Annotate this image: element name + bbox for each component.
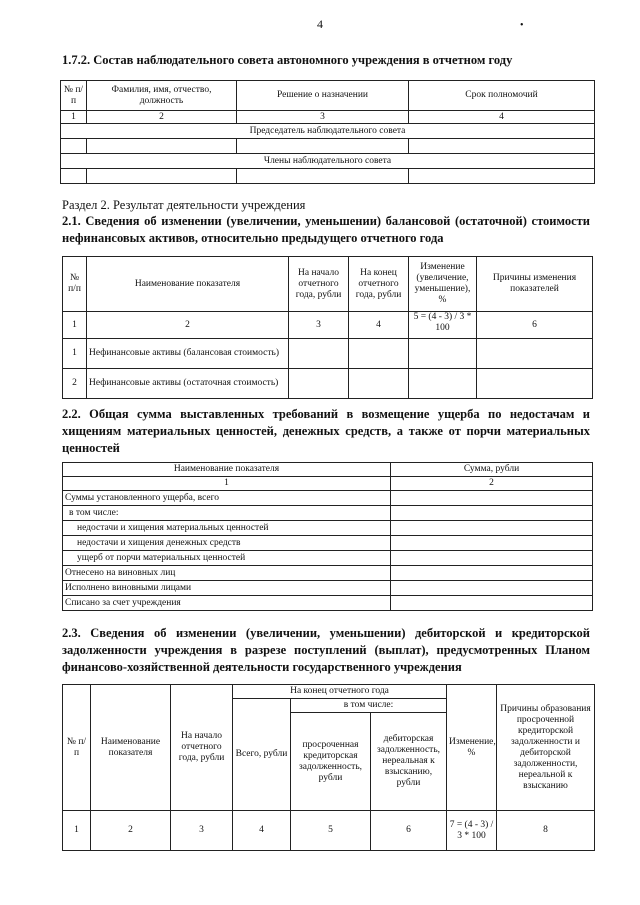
supervisory-board-table (60, 80, 595, 184)
col-header: На конец отчетного года, рубли (349, 257, 409, 312)
table-row (63, 596, 593, 611)
receivables-payables-table (62, 684, 595, 851)
col-header: Наименование показателя (63, 463, 391, 477)
col-number: 2 (87, 111, 237, 124)
table-row (63, 339, 593, 369)
table-row (63, 506, 593, 521)
row-label: Нефинансовые активы (балансовая стоимость) (87, 339, 289, 369)
col-number: 1 (63, 811, 91, 851)
col-number: 4 (349, 312, 409, 339)
row-number: 2 (63, 369, 87, 399)
section-1-7-2-heading: 1.7.2. Состав наблюдательного совета автономного учреждения в отчетном году (62, 53, 513, 67)
table-row (63, 491, 593, 506)
row-label: ущерб от порчи материальных ценностей (63, 551, 391, 566)
col-group-header: На конец отчетного года (233, 685, 447, 699)
table-row (63, 581, 593, 596)
col-number: 5 = (4 - 3) / 3 * 100 (409, 312, 477, 339)
col-header: Изменение, % (447, 685, 497, 811)
row-label: Исполнено виновными лицами (63, 581, 391, 596)
row-label: Списано за счет учреждения (63, 596, 391, 611)
col-number: 3 (289, 312, 349, 339)
chair-label: Председатель наблюдательного совета (61, 124, 595, 139)
col-header: Наименование показателя (87, 257, 289, 312)
col-number: 7 = (4 - 3) / 3 * 100 (447, 811, 497, 851)
col-number: 1 (63, 312, 87, 339)
col-header: На начало отчетного года, рубли (289, 257, 349, 312)
table-row (63, 521, 593, 536)
table-row (61, 139, 595, 154)
col-number: 3 (237, 111, 409, 124)
page-number: 4 (317, 17, 323, 31)
nonfinancial-assets-table (62, 256, 593, 399)
section-2-1-heading: 2.1. Сведения об изменении (увеличении, уменьшении) балансовой (остаточной) стоимости нефинансовых активов, относительно предыдущего отчетного года (62, 214, 590, 245)
scan-mark: • (520, 20, 524, 31)
column-number-row (61, 111, 595, 124)
table-row (63, 369, 593, 399)
col-header: Срок полномочий (409, 81, 595, 111)
members-label: Члены наблюдательного совета (61, 154, 595, 169)
damage-claims-table (62, 462, 593, 611)
col-number: 1 (63, 477, 391, 491)
section-2-2-heading: 2.2. Общая сумма выставленных требований в возмещение ущерба по недостачам и хищениям материальных ценностей, денежных средств, а также от порчи материальных ценностей (62, 407, 590, 455)
col-header: просроченная кредиторская задолженность, рубли (291, 713, 371, 811)
table-row (63, 551, 593, 566)
col-header: Фамилия, имя, отчество, должность (87, 81, 237, 111)
col-number: 8 (497, 811, 595, 851)
column-number-row (63, 811, 595, 851)
col-header: На начало отчетного года, рубли (171, 685, 233, 811)
col-header: № п/п (63, 257, 87, 312)
col-header: Сумма, рубли (391, 463, 593, 477)
section-2-heading: Раздел 2. Результат деятельности учреждения (62, 198, 306, 212)
col-header: Причины изменения показателей (477, 257, 593, 312)
col-header: дебиторская задолженность, нереальная к взысканию, рубли (371, 713, 447, 811)
col-header: Решение о назначении (237, 81, 409, 111)
table-row (61, 169, 595, 184)
col-header: Наименование показателя (91, 685, 171, 811)
col-number: 4 (409, 111, 595, 124)
row-label: недостачи и хищения материальных ценностей (63, 521, 391, 536)
col-number: 2 (87, 312, 289, 339)
col-number: 2 (91, 811, 171, 851)
table-row (63, 566, 593, 581)
table-row (63, 536, 593, 551)
col-number: 4 (233, 811, 291, 851)
col-number: 3 (171, 811, 233, 851)
row-label: в том числе: (63, 506, 391, 521)
col-group-header: в том числе: (291, 699, 447, 713)
col-number: 6 (477, 312, 593, 339)
section-2-3-heading: 2.3. Сведения об изменении (увеличении, уменьшении) дебиторской и кредиторской задолженности учреждения в разрезе поступлений (выплат), предусмотренных Планом финансово-хозяйственной деятельности государственного учреждения (62, 626, 590, 674)
col-number: 2 (391, 477, 593, 491)
col-number: 1 (61, 111, 87, 124)
table-header-row (61, 81, 595, 111)
col-header: Всего, рубли (233, 699, 291, 811)
col-header: Изменение (увеличение, уменьшение), % (409, 257, 477, 312)
row-label: Отнесено на виновных лиц (63, 566, 391, 581)
row-number: 1 (63, 339, 87, 369)
row-label: Суммы установленного ущерба, всего (63, 491, 391, 506)
col-header: № п/п (63, 685, 91, 811)
col-header: Причины образования просроченной кредиторской задолженности и дебиторской задолженности, нереальной к взысканию (497, 685, 595, 811)
row-label: Нефинансовые активы (остаточная стоимость) (87, 369, 289, 399)
row-label: недостачи и хищения денежных средств (63, 536, 391, 551)
col-number: 6 (371, 811, 447, 851)
col-number: 5 (291, 811, 371, 851)
col-header: № п/п (61, 81, 87, 111)
